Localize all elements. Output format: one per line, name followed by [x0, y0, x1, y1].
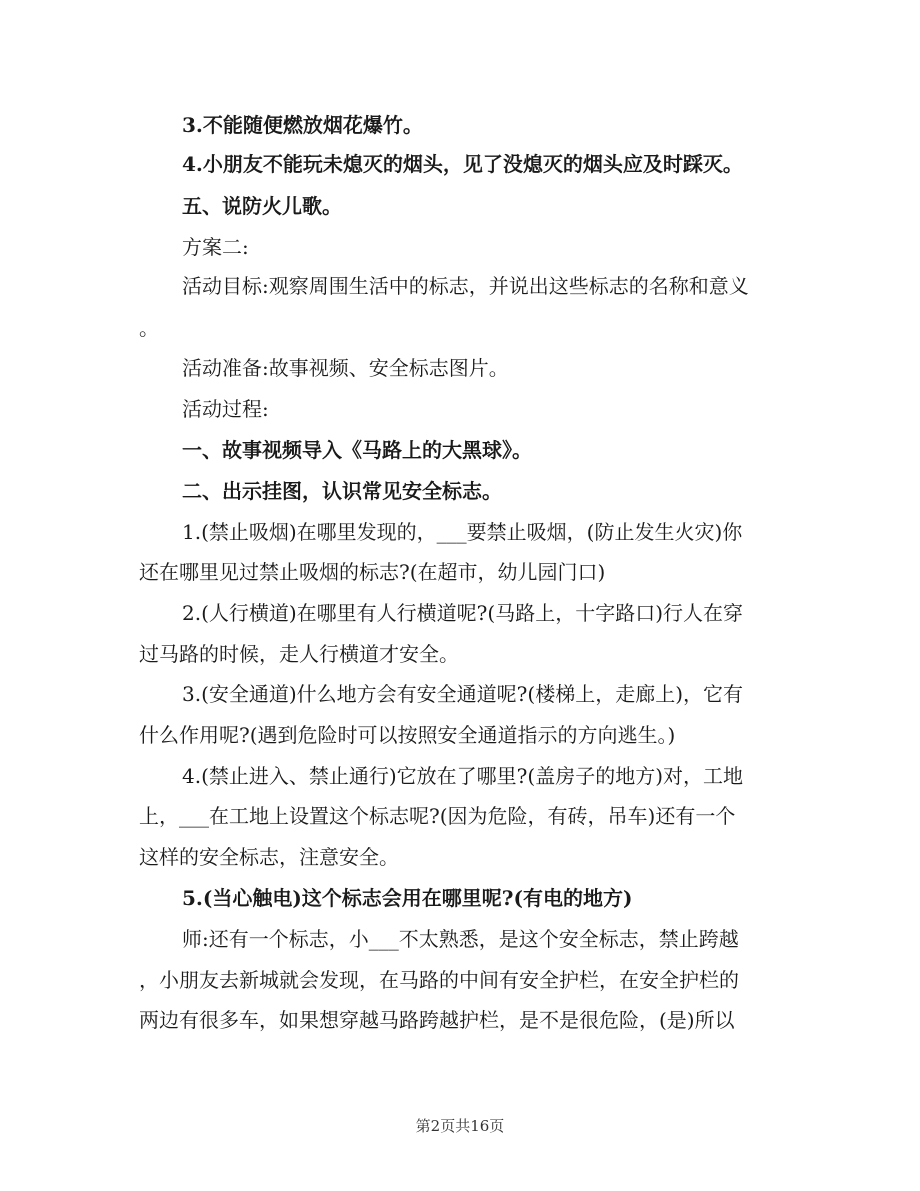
text-line: 还在哪里见过禁止吸烟的标志?(在超市，幼儿园门口): [139, 560, 606, 584]
text-line: 这样的安全标志，注意安全。: [139, 845, 399, 869]
text-line: 过马路的时候，走人行横道才安全。: [139, 642, 459, 666]
text-line: 2.(人行横道)在哪里有人行横道呢?(马路上，十字路口)行人在穿: [182, 601, 744, 625]
text-line: 上，___在工地上设置这个标志呢?(因为危险，有砖，吊车)还有一个: [139, 804, 736, 828]
section-heading: 一、故事视频导入《马路上的大黑球》。: [182, 438, 532, 462]
text-line: 活动目标:观察周围生活中的标志，并说出这些标志的名称和意义: [182, 274, 749, 298]
text-line: ，小朋友去新城就会发现，在马路的中间有安全护栏，在安全护栏的: [139, 968, 739, 992]
text-line: 4.小朋友不能玩未熄灭的烟头，见了没熄灭的烟头应及时踩灭。: [182, 152, 743, 176]
text-line: 3.(安全通道)什么地方会有安全通道呢?(楼梯上，走廊上)，它有: [182, 682, 744, 706]
text-line: 4.(禁止进入、禁止通行)它放在了哪里?(盖房子的地方)对，工地: [182, 764, 744, 788]
text-line: 活动准备:故事视频、安全标志图片。: [182, 356, 509, 380]
text-line: 两边有很多车，如果想穿越马路跨越护栏，是不是很危险，(是)所以: [139, 1008, 735, 1032]
text-line: 什么作用呢?(遇到危险时可以按照安全通道指示的方向逃生。): [139, 723, 676, 747]
text-line: 1.(禁止吸烟)在哪里发现的，___要禁止吸烟，(防止发生火灾)你: [182, 520, 743, 544]
page-number: 第2页共16页: [415, 1117, 505, 1135]
text-line: 3.不能随便燃放烟花爆竹。: [182, 113, 423, 137]
text-line: 方案二:: [182, 235, 249, 259]
text-line: 师:还有一个标志，小___不太熟悉，是这个安全标志，禁止跨越: [182, 927, 739, 951]
text-line: 5.(当心触电)这个标志会用在哪里呢?(有电的地方): [182, 886, 633, 910]
text-line: 。: [139, 316, 159, 340]
section-heading: 二、出示挂图，认识常见安全标志。: [182, 479, 502, 503]
section-heading: 五、说防火儿歌。: [182, 194, 342, 218]
text-line: 活动过程:: [182, 397, 269, 421]
